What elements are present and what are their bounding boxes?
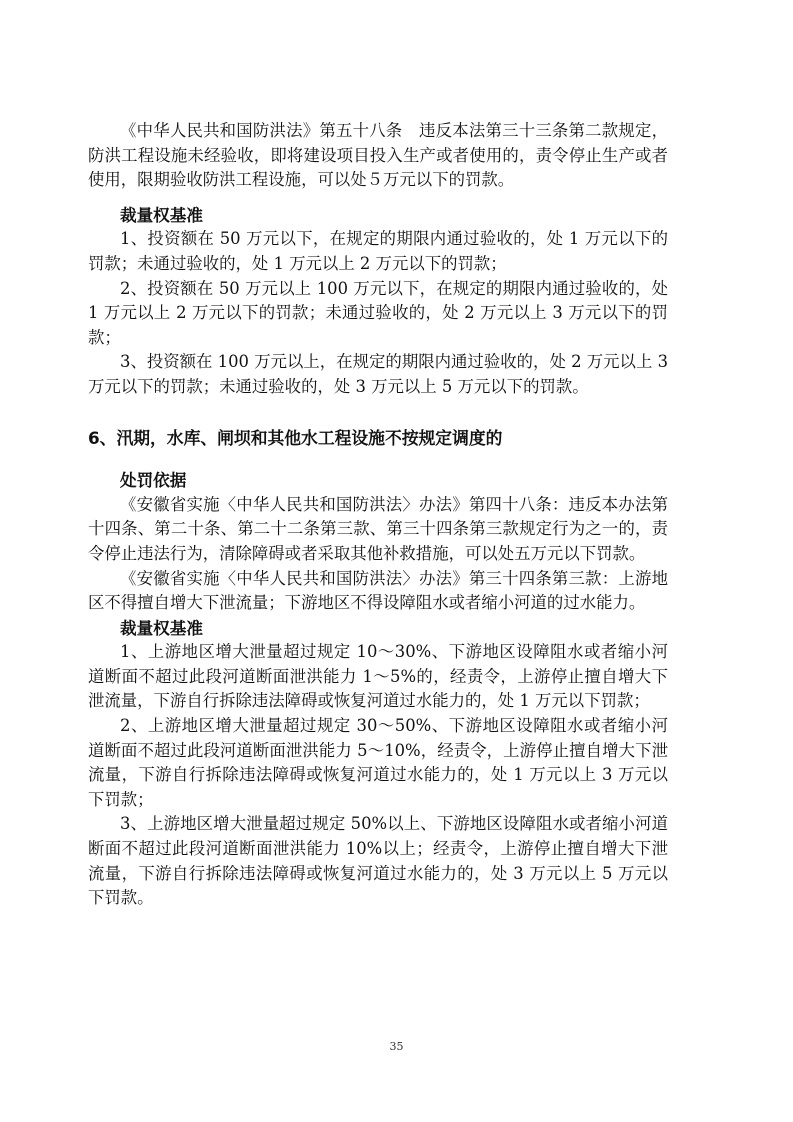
penalty-basis-paragraph: 《中华人民共和国防洪法》第五十八条 违反本法第三十三条第二款规定，防洪工程设施未经验收，即将建设项目投入生产或者使用的，责令停止生产或者使用，限期验收防洪工程设施，可以处５万元以下的罚款。 [88, 121, 668, 190]
discretion-standard-title-6: 裁量权基准 [120, 617, 203, 638]
basis-paragraph-2: 《安徽省实施〈中华人民共和国防洪法〉办法》第三十四条第三款：上游地区不得擅自增大下泄流量；下游地区不得设障阻水或者缩小河道的过水能力。 [88, 568, 668, 613]
standard-6-item-3: 3、上游地区增大泄量超过规定 50%以上、下游地区设障阻水或者缩小河道断面不超过此段河道断面泄洪能力 10%以上；经责令，上游停止擅自增大下泄流量，下游自行拆除违法障碍或恢复河道过水能力的，处 3 万元以上 5 万元以下罚款。 [88, 814, 668, 908]
standard-6-item-1: 1、上游地区增大泄量超过规定 10～30%、下游地区设障阻水或者缩小河道断面不超过此段河道断面泄洪能力 1～5%的，经责令，上游停止擅自增大下泄流量，下游自行拆除违法障碍或恢复河道过水能力的，处 1 万元以下罚款； [88, 642, 668, 711]
standard-6-item-2: 2、上游地区增大泄量超过规定 30～50%、下游地区设障阻水或者缩小河道断面不超过此段河道断面泄洪能力 5～10%，经责令，上游停止擅自增大下泄流量，下游自行拆除违法障碍或恢复河道过水能力的，处 1 万元以上 3 万元以下罚款； [88, 716, 668, 809]
section-6-heading: 6、汛期，水库、闸坝和其他水工程设施不按规定调度的 [88, 427, 503, 448]
penalty-basis-title: 处罚依据 [120, 470, 187, 491]
standard-item-3: 3、投资额在 100 万元以上，在规定的期限内通过验收的，处 2 万元以上 3 万元以下的罚款；未通过验收的，处 3 万元以上 5 万元以下的罚款。 [88, 352, 668, 396]
page-number: 35 [389, 1040, 404, 1053]
document-page [88, 119, 668, 911]
standard-item-1: 1、投资额在 50 万元以下，在规定的期限内通过验收的，处 1 万元以下的罚款；未通过验收的，处 1 万元以上 2 万元以下的罚款； [88, 229, 668, 273]
discretion-standard-title: 裁量权基准 [120, 204, 203, 225]
standard-item-2: 2、投资额在 50 万元以上 100 万元以下，在规定的期限内通过验收的，处 1 万元以上 2 万元以下的罚款；未通过验收的，处 2 万元以上 3 万元以下的罚款； [88, 278, 668, 347]
basis-paragraph-1: 《安徽省实施〈中华人民共和国防洪法〉办法》第四十八条：违反本办法第十四条、第二十条、第二十二条第三款、第三十四条第三款规定行为之一的，责令停止违法行为，清除障碍或者采取其他补救措施，可以处五万元以下罚款。 [88, 494, 668, 563]
